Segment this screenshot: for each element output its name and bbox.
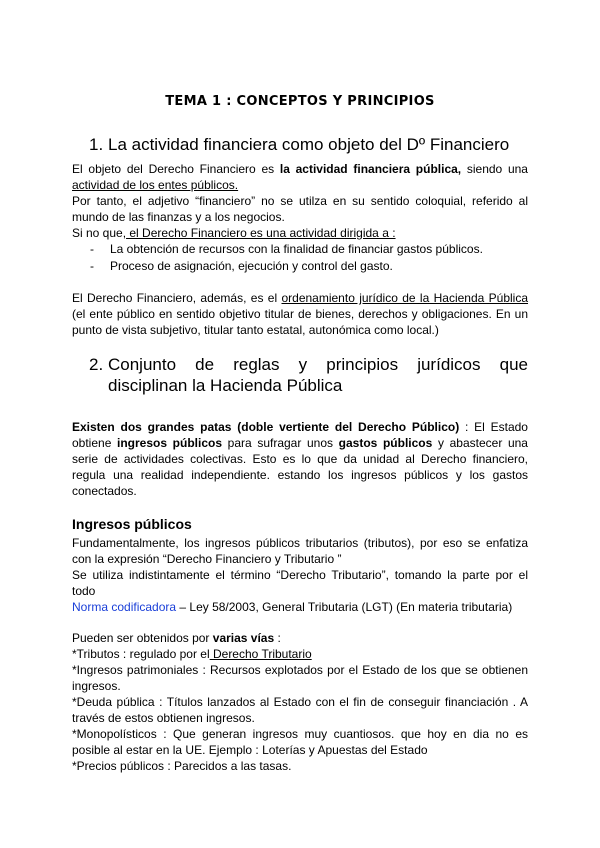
- underlined-run: ordenamiento jurídico de la Hacienda Pública: [281, 291, 529, 305]
- list-item-text: La obtención de recursos con la finalidad de financiar gastos públicos.: [110, 242, 483, 256]
- paragraph-line: mundo de las finanzas y a los negocios.: [72, 210, 285, 224]
- section-2-number: 2.: [89, 355, 104, 374]
- ingresos-paragraph: [72, 535, 528, 615]
- text-run: : El Estado: [459, 420, 528, 434]
- paragraph-line: *Ingresos patrimoniales : Recursos explotados por el Estado de los que se obtienen: [72, 663, 528, 677]
- norma-codificadora-link[interactable]: Norma codificadora: [72, 600, 177, 614]
- text-run: :: [274, 631, 281, 645]
- paragraph-line: regula una realidad independiente. estando los ingresos públicos y los gastos: [72, 468, 528, 482]
- text-run: y abastecer una: [432, 436, 528, 450]
- list-item-text: Proceso de asignación, ejecución y control del gasto.: [110, 259, 393, 273]
- underlined-run: el Derecho Financiero es una actividad dirigida a :: [126, 226, 396, 240]
- section-2-title-line-1: Conjunto de reglas y principios jurídicos que: [108, 355, 528, 374]
- section-1-number: 1.: [89, 135, 104, 154]
- section-1-title: La actividad financiera como objeto del Dº Financiero: [108, 135, 510, 154]
- bold-run: la actividad financiera pública,: [279, 162, 462, 176]
- bold-run: Existen dos grandes patas (doble vertiente del Derecho Público): [72, 420, 460, 434]
- paragraph-line: *Deuda pública : Títulos lanzados al Estado con el fin de conseguir financiación . A: [72, 695, 528, 709]
- bold-run: ingresos públicos: [117, 436, 223, 450]
- section-1-paragraph-1: [72, 161, 528, 241]
- document-title: TEMA 1 : CONCEPTOS Y PRINCIPIOS: [165, 94, 435, 109]
- paragraph-line: ingresos.: [72, 679, 121, 693]
- text-run: Si no que,: [72, 226, 127, 240]
- bold-run: gastos públicos: [338, 436, 433, 450]
- vias-list: [72, 630, 528, 774]
- dash-bullet: -: [90, 242, 94, 256]
- text-run: *Tributos : regulado por el: [72, 647, 210, 661]
- paragraph-line: Fundamentalmente, los ingresos públicos tributarios (tributos), por eso se enfatiza: [72, 536, 528, 550]
- text-run: – Ley 58/2003, General Tributaria (LGT) (En materia tributaria): [176, 600, 513, 614]
- paragraph-line: todo: [72, 584, 96, 598]
- bold-run: varias vías: [212, 631, 275, 645]
- text-run: para sufragar unos: [222, 436, 339, 450]
- text-run: siendo una: [461, 162, 528, 176]
- text-run: Pueden ser obtenidos por: [72, 631, 213, 645]
- underlined-run: Derecho Tributario: [209, 647, 312, 661]
- paragraph-line: través de estos obtienen ingresos.: [72, 711, 255, 725]
- section-1-paragraph-2: [72, 290, 528, 338]
- paragraph-line: (el ente público en sentido objetivo titular de bienes, derechos y obligaciones. En un: [72, 307, 528, 321]
- paragraph-line: serie de actividades colectivas. Esto es lo que da unidad al Derecho financiero,: [72, 452, 528, 466]
- paragraph-line: Por tanto, el adjetivo “financiero” no se utilza en su sentido coloquial, referido al: [72, 194, 528, 208]
- text-run: El objeto del Derecho Financiero es: [72, 162, 280, 176]
- text-run: El Derecho Financiero, además, es el: [72, 291, 282, 305]
- ingresos-heading: Ingresos públicos: [72, 516, 192, 532]
- underlined-run: actividad de los entes públicos.: [72, 178, 239, 192]
- dash-bullet: -: [90, 259, 94, 273]
- section-2-title-line-2: disciplinan la Hacienda Pública: [108, 376, 343, 395]
- text-run: obtiene: [72, 436, 118, 450]
- paragraph-line: *Precios públicos : Parecidos a las tasas.: [72, 759, 292, 773]
- paragraph-line: *Monopolísticos : Que generan ingresos muy cuantiosos. que hoy en dia no es: [72, 727, 528, 741]
- paragraph-line: Se utiliza indistintamente el término “Derecho Tributario”, tomando la parte por el: [72, 568, 528, 582]
- paragraph-line: conectados.: [72, 484, 137, 498]
- paragraph-line: punto de vista subjetivo, titular tanto estatal, autonómica como local.): [72, 323, 439, 337]
- paragraph-line: posible al estar en la UE. Ejemplo : Loterías y Apuestas del Estado: [72, 743, 428, 757]
- paragraph-line: con la expresión “Derecho Financiero y Tributario ”: [72, 552, 342, 566]
- section-2-paragraph: [72, 419, 528, 499]
